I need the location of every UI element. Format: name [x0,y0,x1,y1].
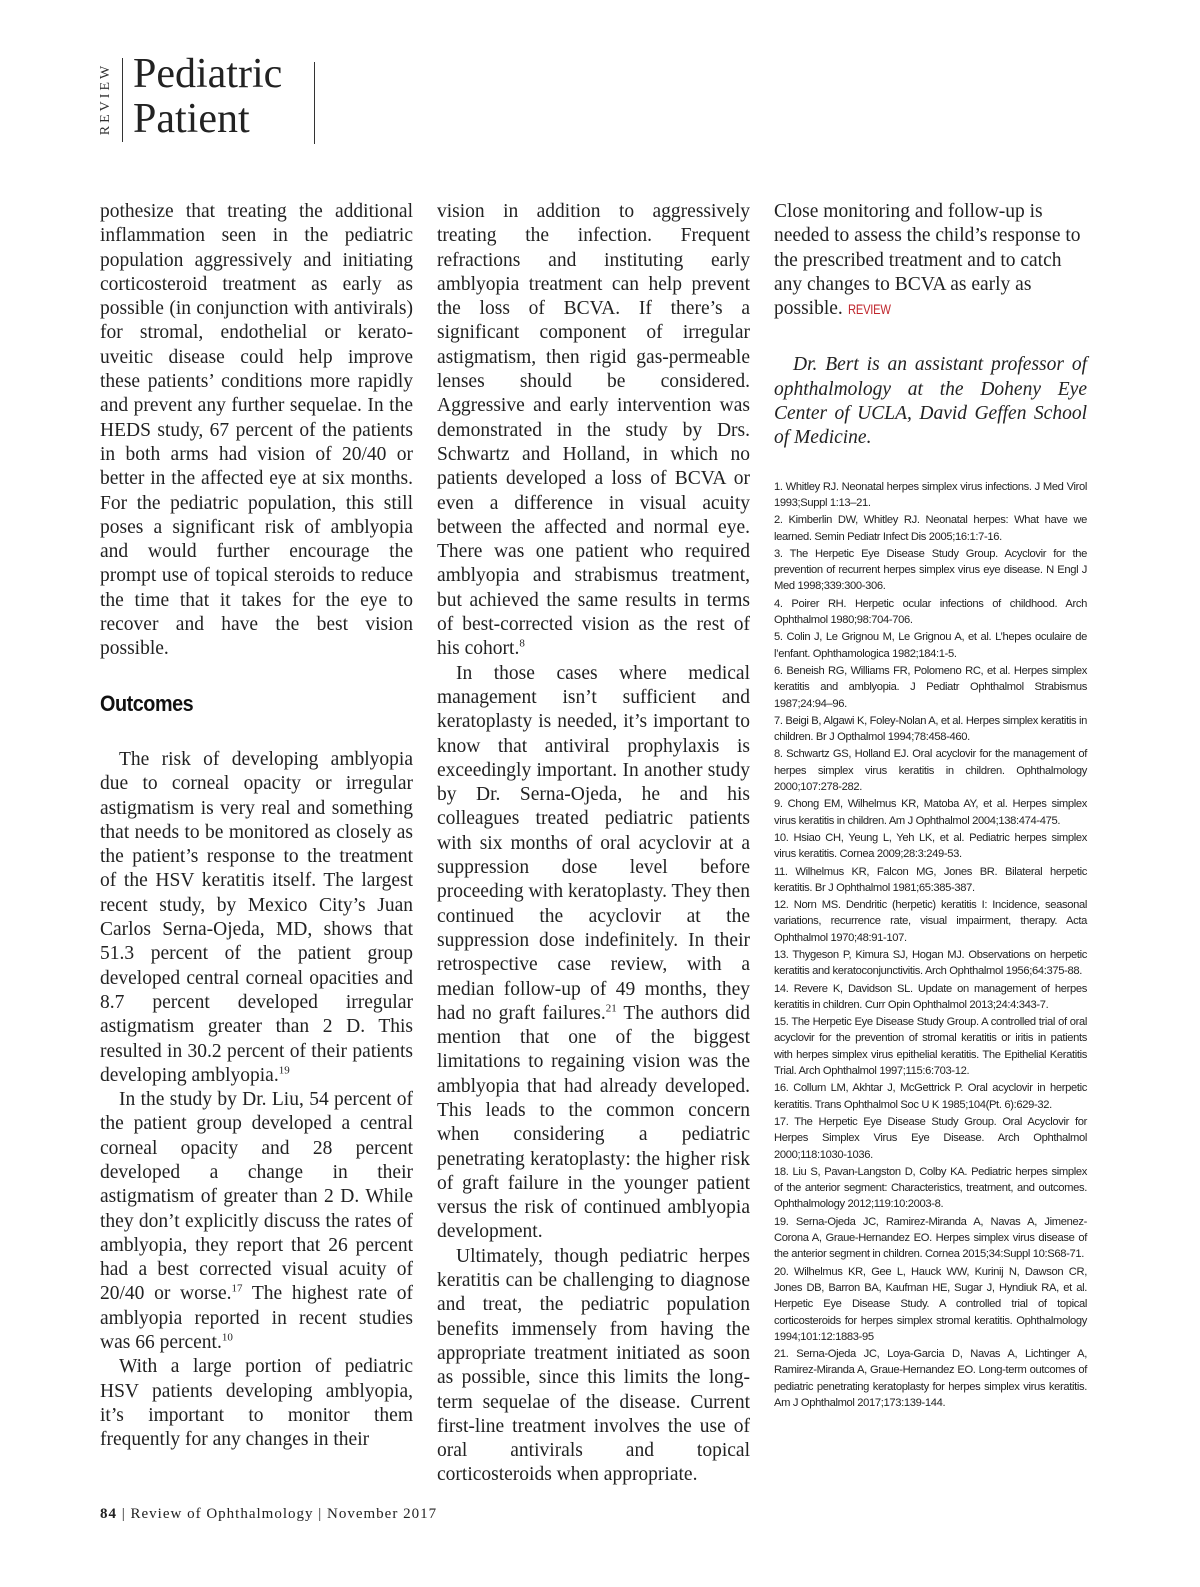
page-number: 84 [100,1506,117,1522]
reference-item: 3. The Herpetic Eye Disease Study Group. Acyclovir for the prevention of recurrent herpes simplex virus eye disease. N Engl J Med 1998;339:300-306. [774,547,1087,593]
issue-date: November 2017 [327,1506,438,1522]
paragraph: Close monitoring and follow-up is needed to assess the child’s response to the prescribed treatment and to catch any changes to BCVA as early as possible. REVIEW [774,200,1087,321]
reference-item: 8. Schwartz GS, Holland EJ. Oral acyclovir for the management of herpes simplex virus keratitis in children. Ophthalmology 2000;107:278-282. [774,748,1087,794]
reference-item: 17. The Herpetic Eye Disease Study Group. Oral Acyclovir for Herpes Simplex Virus Eye Disease. Arch Ophthalmol 2000;118:1030-1036. [774,1115,1087,1161]
paragraph: The risk of developing amblyopia due to corneal opacity or irregular astigmatism is very real and something that needs to be monitored as closely as the patient’s response to the treatment of the HSV keratitis itself. The largest recent study, by Mexico City’s Juan Carlos Serna-Ojeda, MD, shows that 51.3 percent of the patient group developed central corneal opacities and 8.7 percent developed irregular astigmatism greater than 2 D. This resulted in 30.2 percent of their patients developing amblyopia.$^{19}$ [100,748,413,1086]
citation: 8 [519,637,525,650]
header-divider [122,58,123,142]
reference-item: 16. Collum LM, Akhtar J, McGettrick P. Oral acyclovir in herpetic keratitis. Trans Ophthalmol Soc U K 1985;104(Pt. 6):629-32. [774,1082,1087,1111]
citation: 19 [278,1064,290,1077]
paragraph: pothesize that treating the additional inflammation seen in the pediatric population aggressively and initiating corticosteroid treatment as early as possible (in conjunction with antivirals) for stromal, endothelial or kerato-uveitic disease could help improve these patients’ conditions more rapidly and prevent any further sequelae. In the HEDS study, 67 percent of the patients in both arms had vision of 20/40 or better in the affected eye at six months. For the pediatric population, this still poses a significant risk of amblyopia and would further encourage the prompt use of topical steroids to reduce the time that it takes for the eye to recover and have the best vision possible. [100,201,413,660]
reference-item: 4. Poirer RH. Herpetic ocular infections of childhood. Arch Ophthalmol 1980;98:704-706. [774,597,1087,627]
author-bio: Dr. Bert is an assistant professor of ophthalmology at the Doheny Eye Center of UCLA, David Geffen School of Medicine. [774,354,1087,449]
paragraph: In the study by Dr. Liu, 54 percent of the patient group developed a central corneal opacity and 28 percent developed a change in their astigmatism of greater than 2 D. While they don’t explicitly discuss the rates of amblyopia, they report that 26 percent had a best corrected visual acuity of 20/40 or worse.$^{17}$ The highest rate of amblyopia reported in recent studies was 66 percent.$^{10}$ [100,1089,413,1354]
section-heading: Outcomes [100,690,194,716]
citation: 10 [221,1331,233,1344]
reference-item: 1. Whitley RJ. Neonatal herpes simplex virus infections. J Med Virol 1993;Suppl 1:13–21. [774,480,1087,509]
citation: 21 [605,1002,617,1015]
publication-name: Review of Ophthalmology [130,1506,314,1522]
paragraph: With a large portion of pediatric HSV patients developing amblyopia, it’s important to monitor them frequently for any changes in their [100,1356,413,1451]
reference-list [774,479,1087,1412]
reference-item: 5. Colin J, Le Grignou M, Le Grignou A, et al. L’hepes oculaire de l’enfant. Ophthamologica 1982;184:1-5. [774,631,1087,660]
section-title: Pediatric Patient [133,51,283,142]
paragraph: vision in addition to aggressively treating the infection. Frequent refractions and instituting early amblyopia treatment can help prevent the loss of BCVA. If there’s a significant component of irregular astigmatism, then rigid gas-permeable lenses should be considered. Aggressive and early intervention was demonstrated in the study by Drs. Schwartz and Holland, in which no patients developed a loss of BCVA or even a difference in visual acuity between the affected and normal eye. There was one patient who required amblyopia and strabismus treatment, but achieved the same results in terms of best-corrected vision as the rest of his cohort.$^8$ [437,201,750,660]
reference-item: 18. Liu S, Pavan-Langston D, Colby KA. Pediatric herpes simplex of the anterior segment: Characteristics, treatment, and outcomes. Ophthalmology 2012;119:10:2003-8. [774,1165,1087,1211]
reference-item: 7. Beigi B, Algawi K, Foley-Nolan A, et al. Herpes simplex keratitis in children. Br J Opthalmol 1994;78:458-460. [774,714,1087,744]
reference-item: 12. Norn MS. Dendritic (herpetic) keratitis I: Incidence, seasonal variations, recurrence rate, visual impairment, therapy. Acta Ophthalmol 1970;48:91-107. [774,899,1087,944]
reference-item: 11. Wilhelmus KR, Falcon MG, Jones BR. Bilateral herpetic keratitis. Br J Ophthalmol 1981;65:385-387. [774,865,1087,894]
reference-item: 20. Wilhelmus KR, Gee L, Hauck WW, Kurinij N, Dawson CR, Jones DB, Barron BA, Kaufman HE, Sugar J, Hyndiuk RA, et al. Herpetic Eye Disease Study. A controlled trial of topical corticosteroids for herpes simplex stromal keratitis. Ophthalmology 1994;101:12:1883-95 [774,1265,1087,1343]
end-of-article-tag: REVIEW [847,301,891,318]
reference-item: 9. Chong EM, Wilhelmus KR, Matoba AY, et al. Herpes simplex virus keratitis in children. Am J Ophthalmol 2004;138:474-475. [774,798,1087,827]
reference-item: 21. Serna-Ojeda JC, Loya-Garcia D, Navas A, Lichtinger A, Ramirez-Miranda A, Graue-Hernandez EO. Long-term outcomes of pediatric penetrating keratoplasty for herpes simplex virus keratitis. Am J Ophthalmol 2017;173:139-144. [774,1348,1087,1409]
column-1 [100,200,413,1453]
reference-item: 10. Hsiao CH, Yeung L, Yeh LK, et al. Pediatric herpes simplex virus keratitis. Cornea 2009;28:3:249-53. [774,831,1087,861]
reference-item: 15. The Herpetic Eye Disease Study Group. A controlled trial of oral acyclovir for the prevention of stromal keratitis or iritis in patients with herpes simplex virus epithelial keratitis. The Epithelial Keratitis Trial. Arch Ophthalmol 1997;115:6:703-12. [774,1016,1087,1078]
reference-item: 2. Kimberlin DW, Whitley RJ. Neonatal herpes: What have we learned. Semin Pediatr Infect Dis 2005;16:1:7-16. [774,514,1087,543]
column-2 [437,200,750,1488]
paragraph: In those cases where medical management isn’t sufficient and keratoplasty is needed, it’s important to know that antiviral prophylaxis is exceedingly important. In another study by Dr. Serna-Ojeda, he and his colleagues treated pediatric patients with six months of oral acyclovir at a suppression dose level before proceeding with keratoplasty. They then continued the acyclovir at the suppression dose indefinitely. In their retrospective case review, with a median follow-up of 49 months, they had no graft failures.$^{21}$ The authors did mention that one of the biggest limitations to regaining vision was the amblyopia that had already developed. This leads to the common concern when considering a pediatric penetrating keratoplasty: the higher risk of graft failure in the younger patient versus the risk of continued amblyopia development. [437,662,750,1243]
reference-item: 19. Serna-Ojeda JC, Ramirez-Miranda A, Navas A, Jimenez-Corona A, Graue-Hernandez EO. Herpes simplex virus disease of the anterior segment in children. Cornea 2015;34:Suppl 10:S68-71. [774,1215,1087,1261]
section-tag: REVIEW [98,62,113,136]
reference-item: 6. Beneish RG, Williams FR, Polomeno RC, et al. Herpes simplex keratitis and amblyopia. J Pediatr Ophthalmol Strabismus 1987;24:94–96. [774,664,1087,710]
page-footer: 84 | Review of Ophthalmology | November 2017 [100,1506,438,1522]
column-3 [774,200,1087,1412]
reference-item: 13. Thygeson P, Kimura SJ, Hogan MJ. Observations on herpetic keratitis and keratoconjunctivitis. Arch Ophthalmol 1956;64:375-88. [774,948,1087,978]
header-divider [314,62,315,144]
citation: 17 [231,1282,243,1295]
paragraph: Ultimately, though pediatric herpes keratitis can be challenging to diagnose and treat, the pediatric population benefits immensely from having the appropriate treatment initiated as soon as possible, since this limits the long-term sequelae of the disease. Current first-line treatment involves the use of oral antivirals and topical corticosteroids when appropriate. [437,1245,750,1486]
reference-item: 14. Revere K, Davidson SL. Update on management of herpes keratitis in children. Curr Opin Ophthalmol 2013;24:4:343-7. [774,982,1087,1011]
